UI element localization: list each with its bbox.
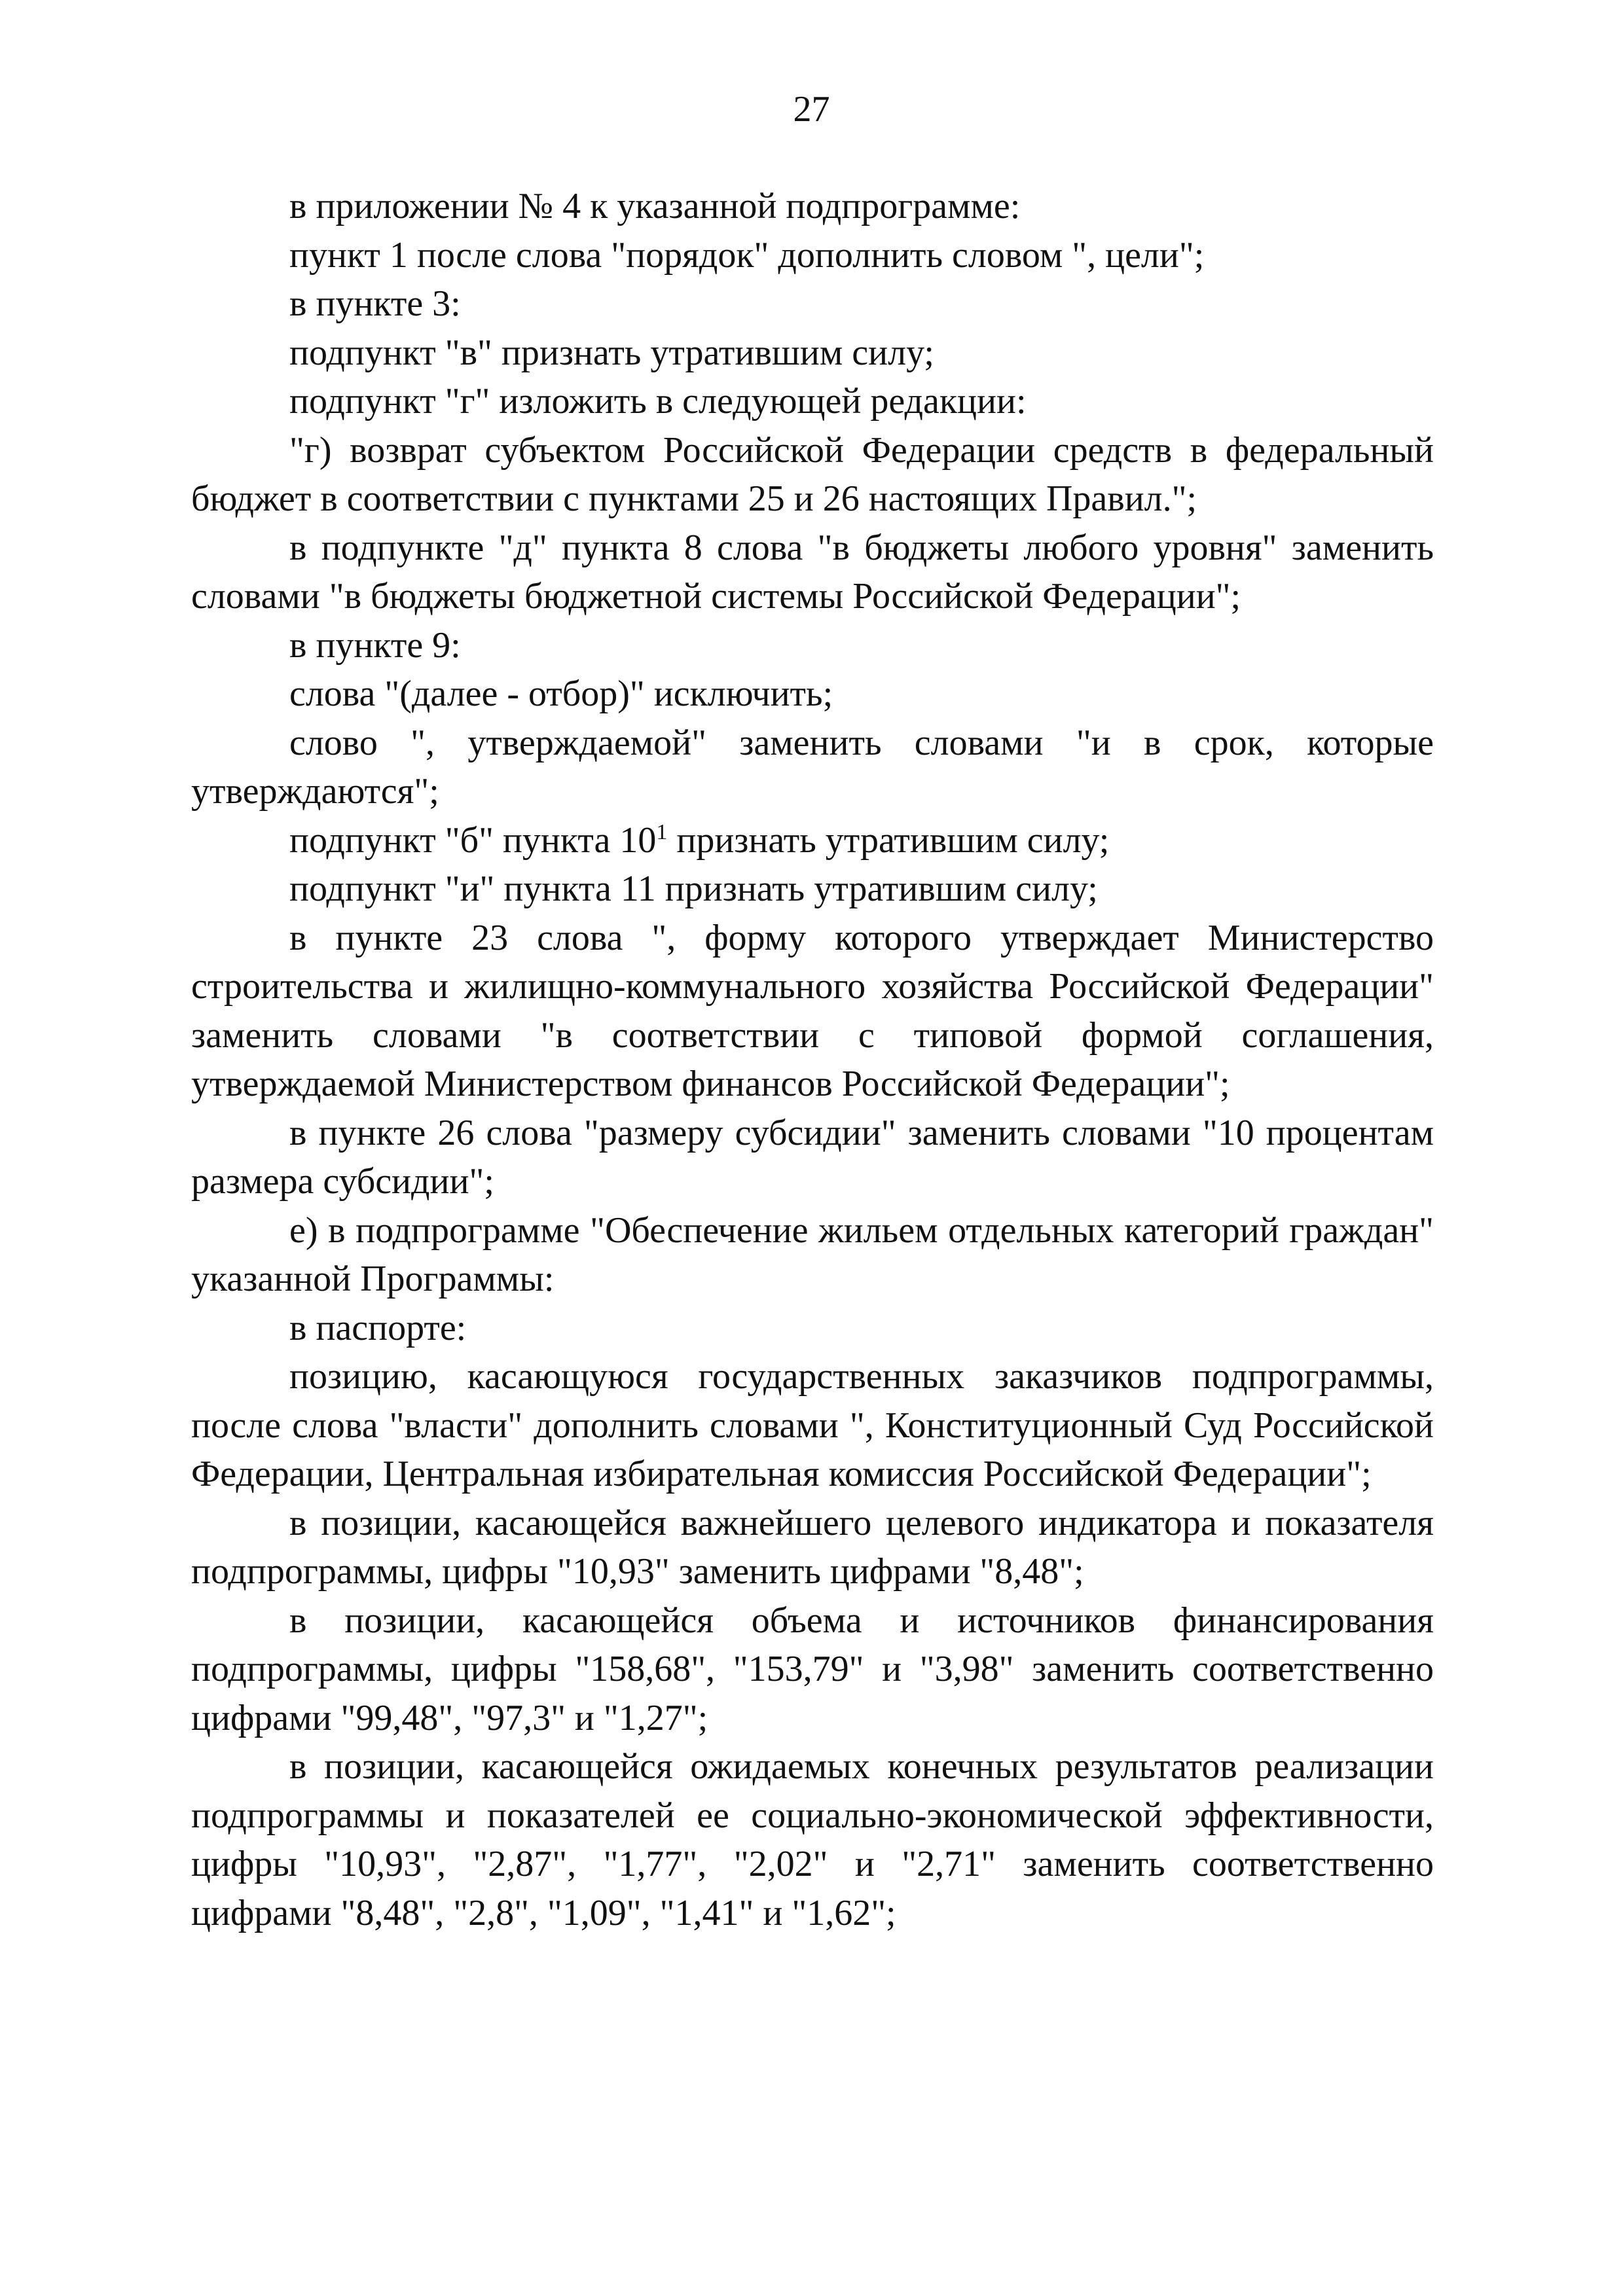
paragraph: в пункте 3: [289,283,461,324]
paragraph: в подпункте "д" пункта 8 слова "в бюджеты любого уровня" заменить словами "в бюджеты бюджетной системы Российской Федерации"; [191,527,1434,617]
paragraph: в приложении № 4 к указанной подпрограмме: [289,186,1021,226]
paragraph: слова "(далее - отбор)" исключить; [289,673,833,714]
page-number: 27 [793,89,830,130]
paragraph: слово ", утверждаемой" заменить словами "и в срок, которые утверждаются"; [191,722,1434,812]
paragraph: в пункте 23 слова ", форму которого утверждает Министерство строительства и жилищно-коммунального хозяйства Российской Федерации" заменить словами "в соответствии с типовой формой соглашения, утверждаемой Министерством финансов Российской Федерации"; [191,917,1434,1104]
paragraph: позицию, касающуюся государственных заказчиков подпрограммы, после слова "власти" дополнить словами ", Конституционный Суд Российской Федерации, Центральная избирательная комиссия Российской Федерации"; [191,1356,1434,1494]
paragraph: в паспорте: [289,1307,467,1348]
paragraph: подпункт "и" пункта 11 признать утратившим силу; [289,869,1098,909]
paragraph: подпункт "г" изложить в следующей редакции: [289,381,1027,422]
paragraph: "г) возврат субъектом Российской Федерации средств в федеральный бюджет в соответствии с пунктами 25 и 26 настоящих Правил."; [191,429,1434,519]
document-body [191,182,1434,1937]
superscript: 1 [656,819,668,844]
paragraph: в позиции, касающейся важнейшего целевого индикатора и показателя подпрограммы, цифры "10,93" заменить цифрами "8,48"; [191,1502,1434,1592]
paragraph: пункт 1 после слова "порядок" дополнить словом ", цели"; [289,234,1205,276]
paragraph: в пункте 26 слова "размеру субсидии" заменить словами "10 процентам размера субсидии"; [191,1112,1434,1202]
paragraph: е) в подпрограмме "Обеспечение жильем отдельных категорий граждан" указанной Программы: [191,1210,1434,1299]
paragraph: в позиции, касающейся объема и источников финансирования подпрограммы, цифры "158,68", "153,79" и "3,98" заменить соответственно цифрами "99,48", "97,3" и "1,27"; [191,1600,1434,1738]
paragraph-text: признать утратившим силу; [667,819,1110,861]
paragraph: подпункт "в" признать утратившим силу; [289,332,934,373]
paragraph [191,816,1434,865]
paragraph: в пункте 9: [289,624,461,666]
paragraph-text: подпункт "б" пункта 10 [289,819,657,861]
paragraph: в позиции, касающейся ожидаемых конечных результатов реализации подпрограммы и показателей ее социально-экономической эффективности, цифры "10,93", "2,87", "1,77", "2,02" и "2,71" заменить соответственно цифрами "8,48", "2,8", "1,09", "1,41" и "1,62"; [191,1746,1434,1933]
